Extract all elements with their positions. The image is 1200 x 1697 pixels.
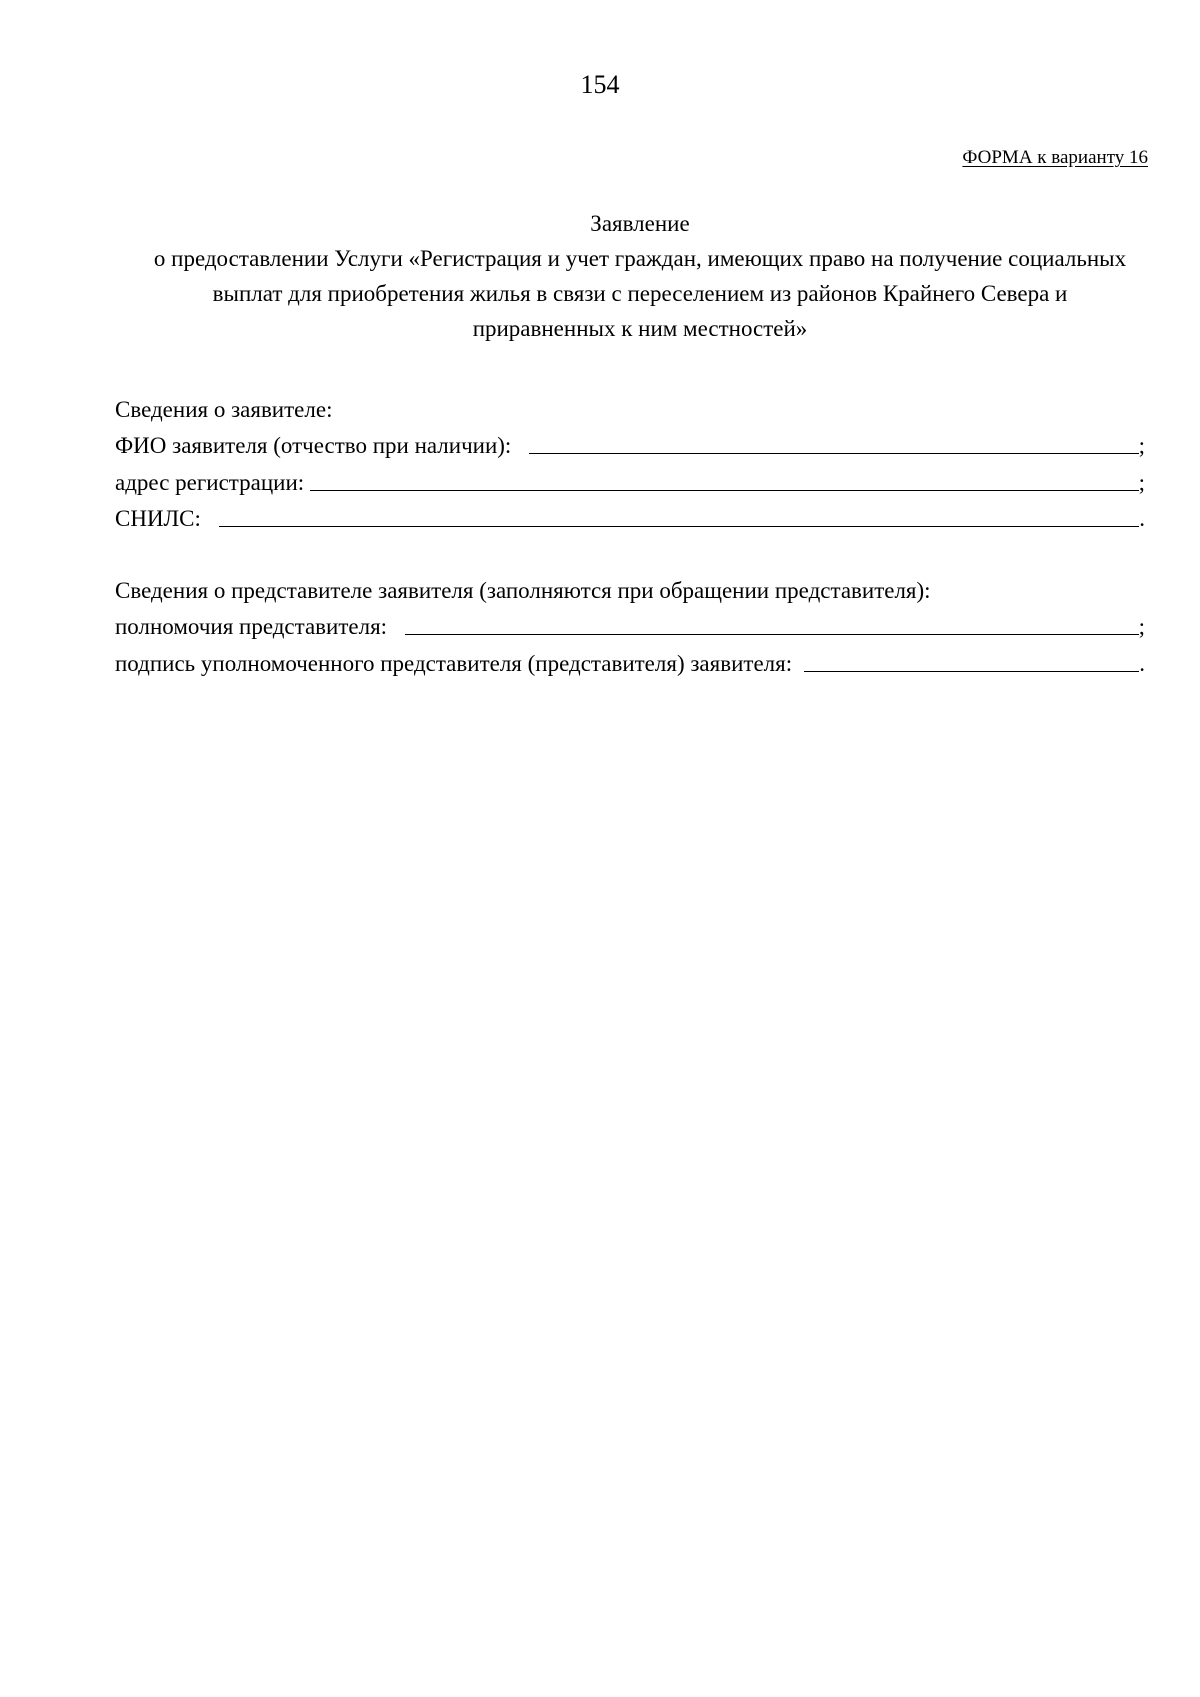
representative-authority-field[interactable] — [405, 633, 1139, 635]
title-heading: Заявление — [590, 211, 690, 236]
applicant-name-end: ; — [1138, 433, 1145, 458]
representative-signature-field[interactable] — [804, 670, 1139, 672]
applicant-snils-field[interactable] — [219, 525, 1139, 527]
applicant-address-end: ; — [1138, 469, 1145, 495]
title-line-1: о предоставлении Услуги «Регистрация и учет граждан, имеющих право на получение социальных — [153, 246, 1127, 271]
representative-section — [115, 567, 1145, 677]
title-line-2: выплат для приобретения жилья в связи с переселением из районов Крайнего Севера и — [212, 281, 1068, 306]
applicant-name-row — [115, 423, 1145, 460]
representative-signature-label: подпись уполномоченного представителя (представителя) заявителя: — [115, 650, 793, 676]
representative-authority-end: ; — [1138, 614, 1145, 639]
representative-section-title: Сведения о представителе заявителя (заполняются при обращении представителя): — [115, 577, 931, 603]
applicant-address-row — [115, 459, 1145, 496]
applicant-address-field[interactable] — [310, 489, 1138, 491]
applicant-section-title-row — [115, 386, 1145, 423]
representative-authority-row — [115, 604, 1145, 641]
applicant-name-field[interactable] — [529, 452, 1138, 454]
applicant-snils-label: СНИЛС: — [115, 506, 201, 531]
applicant-snils-end: . — [1139, 506, 1145, 531]
form-reference: ФОРМА к варианту 16 — [962, 147, 1148, 168]
applicant-address-label: адрес регистрации: — [115, 469, 305, 495]
applicant-name-label: ФИО заявителя (отчество при наличии): — [115, 433, 512, 458]
applicant-section-title: Сведения о заявителе: — [115, 396, 333, 422]
title-line-3: приравненных к ним местностей» — [472, 316, 808, 341]
document-title — [110, 206, 1170, 346]
page-number: 154 — [580, 70, 620, 99]
representative-authority-label: полномочия представителя: — [115, 614, 388, 639]
representative-section-title-row — [115, 567, 1145, 604]
representative-signature-row — [115, 640, 1145, 677]
representative-signature-end: . — [1139, 650, 1145, 676]
applicant-snils-row — [115, 496, 1145, 533]
applicant-section — [115, 386, 1145, 532]
